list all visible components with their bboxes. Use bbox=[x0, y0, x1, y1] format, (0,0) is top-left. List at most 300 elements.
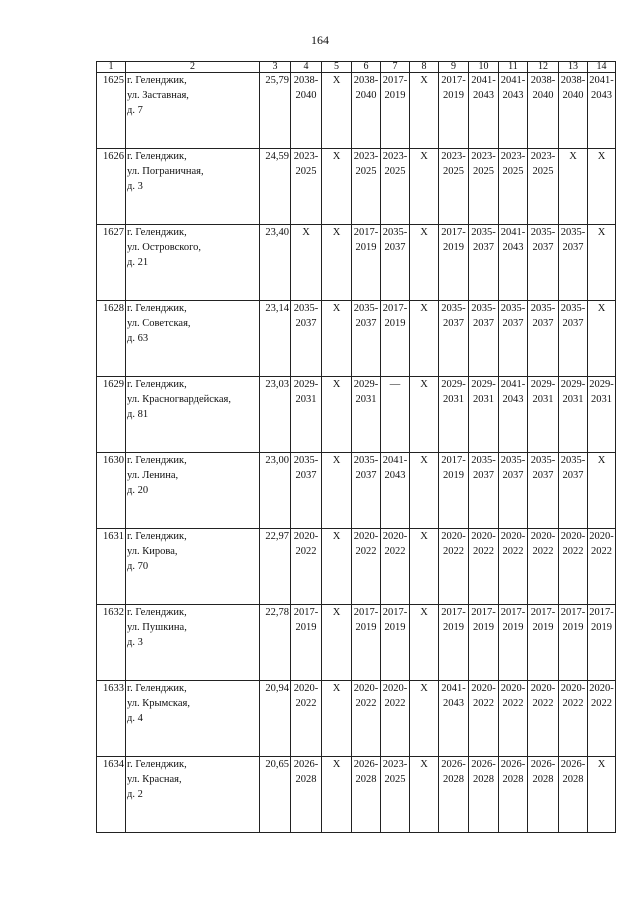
period-cell bbox=[322, 377, 352, 453]
period-value: 2041- 2043 bbox=[589, 75, 614, 101]
period-cell bbox=[469, 681, 499, 757]
period-value: 2038- 2040 bbox=[293, 75, 319, 101]
period-value: Х bbox=[597, 151, 606, 162]
period-value: 2023- 2025 bbox=[530, 151, 556, 177]
period-cell bbox=[291, 681, 322, 757]
period-value: Х bbox=[597, 759, 606, 770]
row-number: 1625 bbox=[97, 73, 126, 149]
address-line: д. 81 bbox=[127, 409, 149, 420]
area-cell: 23,00 bbox=[260, 453, 291, 529]
period-value: 2029- 2031 bbox=[441, 379, 466, 405]
period-cell bbox=[381, 681, 410, 757]
period-value: Х bbox=[420, 75, 428, 86]
period-value: Х bbox=[420, 227, 428, 238]
period-value: 2020- 2022 bbox=[500, 683, 526, 709]
row-number: 1633 bbox=[97, 681, 126, 757]
period-value: 2041- 2043 bbox=[500, 75, 526, 101]
period-cell bbox=[439, 605, 469, 681]
period-cell bbox=[528, 149, 559, 225]
period-cell bbox=[322, 225, 352, 301]
address-line: ул. Островского, bbox=[127, 242, 202, 253]
period-cell bbox=[381, 529, 410, 605]
period-value: 2041- 2043 bbox=[441, 683, 466, 709]
period-value: 2029- 2031 bbox=[471, 379, 496, 405]
period-value: 2017- 2019 bbox=[441, 455, 466, 481]
column-header: 10 bbox=[469, 62, 499, 73]
area-cell: 23,03 bbox=[260, 377, 291, 453]
period-cell bbox=[439, 225, 469, 301]
period-cell bbox=[528, 529, 559, 605]
period-cell bbox=[499, 757, 528, 833]
column-header: 6 bbox=[352, 62, 381, 73]
address-line: ул. Красная, bbox=[127, 774, 182, 785]
period-cell bbox=[588, 377, 616, 453]
period-cell bbox=[410, 377, 439, 453]
period-value: 2020- 2022 bbox=[293, 531, 319, 557]
period-cell bbox=[352, 529, 381, 605]
period-cell bbox=[410, 225, 439, 301]
period-cell bbox=[469, 377, 499, 453]
period-cell bbox=[469, 529, 499, 605]
period-value: 2035- 2037 bbox=[353, 303, 379, 329]
period-value: 2035- 2037 bbox=[293, 303, 319, 329]
period-cell bbox=[352, 757, 381, 833]
address-line: ул. Крымская, bbox=[127, 698, 190, 709]
period-value: 2035- 2037 bbox=[560, 455, 586, 481]
period-cell bbox=[322, 757, 352, 833]
period-value: 2026- 2028 bbox=[441, 759, 466, 785]
period-value: Х bbox=[420, 455, 428, 466]
period-value: Х bbox=[332, 303, 341, 314]
period-value: Х bbox=[302, 227, 310, 238]
table-row bbox=[97, 73, 616, 149]
address-line: ул. Красногвардейская, bbox=[127, 394, 231, 405]
period-cell bbox=[352, 377, 381, 453]
period-value: 2026- 2028 bbox=[530, 759, 556, 785]
period-value: 2035- 2037 bbox=[500, 303, 526, 329]
address-line: г. Геленджик, bbox=[127, 379, 187, 390]
period-value: 2035- 2037 bbox=[382, 227, 408, 253]
period-cell bbox=[499, 149, 528, 225]
period-cell bbox=[439, 681, 469, 757]
period-cell bbox=[469, 757, 499, 833]
address-line: д. 2 bbox=[127, 789, 143, 800]
address-line: ул. Пограничная, bbox=[127, 166, 204, 177]
period-cell bbox=[410, 149, 439, 225]
period-value: 2020- 2022 bbox=[560, 531, 586, 557]
period-value: Х bbox=[420, 607, 428, 618]
period-value: 2017- 2019 bbox=[471, 607, 496, 633]
column-header: 9 bbox=[439, 62, 469, 73]
period-value: 2020- 2022 bbox=[560, 683, 586, 709]
period-cell bbox=[291, 149, 322, 225]
period-value: Х bbox=[332, 531, 341, 542]
period-value: 2020- 2022 bbox=[589, 531, 614, 557]
period-cell bbox=[381, 605, 410, 681]
period-cell bbox=[439, 529, 469, 605]
period-cell bbox=[352, 73, 381, 149]
period-value: 2020- 2022 bbox=[530, 683, 556, 709]
address-line: г. Геленджик, bbox=[127, 75, 187, 86]
address-cell bbox=[126, 605, 260, 681]
period-cell bbox=[381, 377, 410, 453]
period-cell bbox=[291, 757, 322, 833]
address-cell bbox=[126, 149, 260, 225]
period-value: 2020- 2022 bbox=[293, 683, 319, 709]
address-cell bbox=[126, 681, 260, 757]
period-value: 2023- 2025 bbox=[500, 151, 526, 177]
address-cell bbox=[126, 377, 260, 453]
period-cell bbox=[469, 73, 499, 149]
period-cell bbox=[381, 149, 410, 225]
row-number: 1626 bbox=[97, 149, 126, 225]
address-line: д. 7 bbox=[127, 105, 143, 116]
period-cell bbox=[528, 757, 559, 833]
address-line: г. Геленджик, bbox=[127, 759, 187, 770]
period-value: 2038- 2040 bbox=[353, 75, 379, 101]
area-cell: 22,78 bbox=[260, 605, 291, 681]
period-value: 2020- 2022 bbox=[382, 683, 408, 709]
period-value: 2020- 2022 bbox=[353, 531, 379, 557]
period-cell bbox=[410, 453, 439, 529]
period-value: — bbox=[389, 379, 401, 390]
period-value: 2020- 2022 bbox=[353, 683, 379, 709]
period-cell bbox=[499, 377, 528, 453]
column-header: 7 bbox=[381, 62, 410, 73]
period-value: 2035- 2037 bbox=[560, 303, 586, 329]
column-header: 1 bbox=[97, 62, 126, 73]
period-value: 2041- 2043 bbox=[500, 227, 526, 253]
period-cell bbox=[352, 301, 381, 377]
area-cell: 23,14 bbox=[260, 301, 291, 377]
period-cell bbox=[291, 377, 322, 453]
period-cell bbox=[499, 73, 528, 149]
period-cell bbox=[439, 453, 469, 529]
period-value: 2020- 2022 bbox=[589, 683, 614, 709]
period-cell bbox=[322, 605, 352, 681]
address-line: д. 4 bbox=[127, 713, 143, 724]
table-row bbox=[97, 301, 616, 377]
period-value: 2020- 2022 bbox=[441, 531, 466, 557]
address-cell bbox=[126, 529, 260, 605]
period-cell bbox=[559, 73, 588, 149]
period-cell bbox=[322, 529, 352, 605]
period-cell bbox=[559, 529, 588, 605]
period-cell bbox=[322, 681, 352, 757]
period-cell bbox=[352, 681, 381, 757]
period-cell bbox=[410, 529, 439, 605]
period-value: Х bbox=[420, 379, 428, 390]
row-number: 1629 bbox=[97, 377, 126, 453]
address-line: ул. Заставная, bbox=[127, 90, 189, 101]
period-value: 2029- 2031 bbox=[530, 379, 556, 405]
period-value: 2023- 2025 bbox=[441, 151, 466, 177]
column-header: 12 bbox=[528, 62, 559, 73]
period-cell bbox=[559, 453, 588, 529]
row-number: 1631 bbox=[97, 529, 126, 605]
period-cell bbox=[588, 681, 616, 757]
period-cell bbox=[528, 605, 559, 681]
period-cell bbox=[499, 453, 528, 529]
period-value: Х bbox=[420, 151, 428, 162]
period-cell bbox=[469, 149, 499, 225]
address-line: д. 70 bbox=[127, 561, 149, 572]
address-line: д. 20 bbox=[127, 485, 149, 496]
period-cell bbox=[381, 225, 410, 301]
registry-table bbox=[96, 61, 616, 833]
period-value: Х bbox=[332, 759, 341, 770]
table-row bbox=[97, 377, 616, 453]
period-value: Х bbox=[597, 303, 606, 314]
address-line: ул. Пушкина, bbox=[127, 622, 187, 633]
period-value: 2029- 2031 bbox=[589, 379, 614, 405]
period-value: 2029- 2031 bbox=[353, 379, 379, 405]
period-cell bbox=[322, 73, 352, 149]
period-value: Х bbox=[420, 303, 428, 314]
period-cell bbox=[528, 301, 559, 377]
area-cell: 20,94 bbox=[260, 681, 291, 757]
period-value: 2023- 2025 bbox=[293, 151, 319, 177]
period-value: Х bbox=[332, 683, 341, 694]
period-value: 2038- 2040 bbox=[560, 75, 586, 101]
period-cell bbox=[322, 301, 352, 377]
period-value: 2041- 2043 bbox=[382, 455, 408, 481]
period-cell bbox=[588, 757, 616, 833]
period-value: 2020- 2022 bbox=[500, 531, 526, 557]
period-cell bbox=[291, 301, 322, 377]
period-cell bbox=[410, 301, 439, 377]
period-value: Х bbox=[332, 379, 341, 390]
period-value: 2026- 2028 bbox=[353, 759, 379, 785]
period-cell bbox=[499, 301, 528, 377]
area-cell: 25,79 bbox=[260, 73, 291, 149]
period-value: 2035- 2037 bbox=[471, 303, 496, 329]
period-cell bbox=[588, 605, 616, 681]
period-cell bbox=[559, 757, 588, 833]
period-value: Х bbox=[332, 227, 341, 238]
period-cell bbox=[291, 225, 322, 301]
period-value: 2035- 2037 bbox=[530, 227, 556, 253]
period-value: Х bbox=[332, 607, 341, 618]
period-value: 2023- 2025 bbox=[353, 151, 379, 177]
period-value: 2017- 2019 bbox=[441, 607, 466, 633]
period-cell bbox=[588, 73, 616, 149]
period-cell bbox=[588, 453, 616, 529]
period-value: 2017- 2019 bbox=[293, 607, 319, 633]
period-cell bbox=[291, 453, 322, 529]
period-cell bbox=[410, 605, 439, 681]
page-number: 164 bbox=[311, 33, 329, 47]
row-number: 1628 bbox=[97, 301, 126, 377]
period-value: Х bbox=[569, 151, 577, 162]
address-cell bbox=[126, 757, 260, 833]
period-value: 2020- 2022 bbox=[382, 531, 408, 557]
address-line: ул. Советская, bbox=[127, 318, 191, 329]
period-cell bbox=[439, 73, 469, 149]
address-line: д. 63 bbox=[127, 333, 149, 344]
period-cell bbox=[528, 377, 559, 453]
period-value: 2029- 2031 bbox=[293, 379, 319, 405]
period-cell bbox=[588, 529, 616, 605]
period-value: 2026- 2028 bbox=[500, 759, 526, 785]
period-value: Х bbox=[332, 151, 341, 162]
column-header: 4 bbox=[291, 62, 322, 73]
period-cell bbox=[381, 73, 410, 149]
column-header: 11 bbox=[499, 62, 528, 73]
period-cell bbox=[291, 73, 322, 149]
period-cell bbox=[439, 377, 469, 453]
period-value: Х bbox=[597, 455, 606, 466]
table-row bbox=[97, 681, 616, 757]
period-cell bbox=[469, 301, 499, 377]
period-cell bbox=[499, 681, 528, 757]
address-line: г. Геленджик, bbox=[127, 607, 187, 618]
period-value: 2026- 2028 bbox=[293, 759, 319, 785]
address-line: г. Геленджик, bbox=[127, 227, 187, 238]
column-header: 8 bbox=[410, 62, 439, 73]
period-cell bbox=[352, 605, 381, 681]
period-cell bbox=[499, 529, 528, 605]
table-row bbox=[97, 605, 616, 681]
period-cell bbox=[559, 225, 588, 301]
period-value: 2035- 2037 bbox=[441, 303, 466, 329]
address-line: г. Геленджик, bbox=[127, 151, 187, 162]
column-header: 13 bbox=[559, 62, 588, 73]
column-header: 5 bbox=[322, 62, 352, 73]
period-value: Х bbox=[597, 227, 606, 238]
period-value: 2020- 2022 bbox=[471, 531, 496, 557]
period-cell bbox=[352, 149, 381, 225]
period-cell bbox=[439, 149, 469, 225]
period-cell bbox=[528, 225, 559, 301]
period-cell bbox=[469, 225, 499, 301]
period-value: Х bbox=[420, 531, 428, 542]
address-line: г. Геленджик, bbox=[127, 303, 187, 314]
period-cell bbox=[322, 453, 352, 529]
row-number: 1627 bbox=[97, 225, 126, 301]
period-cell bbox=[528, 681, 559, 757]
period-cell bbox=[291, 605, 322, 681]
address-line: ул. Ленина, bbox=[127, 470, 179, 481]
period-value: 2035- 2037 bbox=[471, 227, 496, 253]
address-line: г. Геленджик, bbox=[127, 531, 187, 542]
row-number: 1630 bbox=[97, 453, 126, 529]
period-cell bbox=[559, 681, 588, 757]
table-row bbox=[97, 529, 616, 605]
address-cell bbox=[126, 453, 260, 529]
period-value: 2020- 2022 bbox=[471, 683, 496, 709]
period-cell bbox=[381, 301, 410, 377]
period-value: 2017- 2019 bbox=[382, 303, 408, 329]
period-value: 2026- 2028 bbox=[471, 759, 496, 785]
period-value: Х bbox=[420, 683, 428, 694]
area-cell: 22,97 bbox=[260, 529, 291, 605]
period-cell bbox=[588, 301, 616, 377]
table-row bbox=[97, 149, 616, 225]
period-value: 2017- 2019 bbox=[530, 607, 556, 633]
period-cell bbox=[291, 529, 322, 605]
address-line: д. 3 bbox=[127, 181, 143, 192]
period-cell bbox=[439, 301, 469, 377]
table-row bbox=[97, 757, 616, 833]
period-cell bbox=[410, 73, 439, 149]
address-cell bbox=[126, 301, 260, 377]
period-cell bbox=[559, 301, 588, 377]
address-line: д. 3 bbox=[127, 637, 143, 648]
period-cell bbox=[559, 605, 588, 681]
period-cell bbox=[410, 757, 439, 833]
period-cell bbox=[588, 225, 616, 301]
period-cell bbox=[499, 605, 528, 681]
period-value: 2017- 2019 bbox=[441, 75, 466, 101]
period-value: 2035- 2037 bbox=[471, 455, 496, 481]
period-value: 2017- 2019 bbox=[353, 607, 379, 633]
period-cell bbox=[352, 225, 381, 301]
period-cell bbox=[439, 757, 469, 833]
period-value: 2041- 2043 bbox=[471, 75, 496, 101]
period-value: 2023- 2025 bbox=[382, 151, 408, 177]
period-value: 2017- 2019 bbox=[382, 607, 408, 633]
period-cell bbox=[322, 149, 352, 225]
period-value: 2035- 2037 bbox=[500, 455, 526, 481]
table-row bbox=[97, 225, 616, 301]
period-cell bbox=[381, 757, 410, 833]
period-value: 2017- 2019 bbox=[500, 607, 526, 633]
period-value: 2035- 2037 bbox=[530, 455, 556, 481]
period-value: 2017- 2019 bbox=[589, 607, 614, 633]
period-value: 2023- 2025 bbox=[471, 151, 496, 177]
period-cell bbox=[588, 149, 616, 225]
period-value: 2017- 2019 bbox=[382, 75, 408, 101]
period-value: 2035- 2037 bbox=[353, 455, 379, 481]
period-value: 2035- 2037 bbox=[293, 455, 319, 481]
column-header: 3 bbox=[260, 62, 291, 73]
address-line: г. Геленджик, bbox=[127, 683, 187, 694]
period-cell bbox=[559, 149, 588, 225]
period-cell bbox=[528, 453, 559, 529]
period-cell bbox=[499, 225, 528, 301]
period-cell bbox=[410, 681, 439, 757]
address-line: г. Геленджик, bbox=[127, 455, 187, 466]
column-header: 14 bbox=[588, 62, 616, 73]
period-cell bbox=[352, 453, 381, 529]
period-cell bbox=[528, 73, 559, 149]
period-value: Х bbox=[420, 759, 428, 770]
period-value: 2035- 2037 bbox=[530, 303, 556, 329]
period-value: 2017- 2019 bbox=[560, 607, 586, 633]
period-value: 2017- 2019 bbox=[353, 227, 379, 253]
area-cell: 20,65 bbox=[260, 757, 291, 833]
period-value: 2020- 2022 bbox=[530, 531, 556, 557]
period-value: 2038- 2040 bbox=[530, 75, 556, 101]
period-cell bbox=[469, 453, 499, 529]
column-header: 2 bbox=[126, 62, 260, 73]
row-number: 1634 bbox=[97, 757, 126, 833]
period-value: Х bbox=[332, 75, 341, 86]
address-line: ул. Кирова, bbox=[127, 546, 178, 557]
area-cell: 24,59 bbox=[260, 149, 291, 225]
period-cell bbox=[469, 605, 499, 681]
period-value: 2029- 2031 bbox=[560, 379, 586, 405]
period-value: Х bbox=[332, 455, 341, 466]
period-value: 2035- 2037 bbox=[560, 227, 586, 253]
period-value: 2041- 2043 bbox=[500, 379, 526, 405]
period-value: 2023- 2025 bbox=[382, 759, 408, 785]
address-cell bbox=[126, 225, 260, 301]
period-value: 2026- 2028 bbox=[560, 759, 586, 785]
period-cell bbox=[559, 377, 588, 453]
row-number: 1632 bbox=[97, 605, 126, 681]
